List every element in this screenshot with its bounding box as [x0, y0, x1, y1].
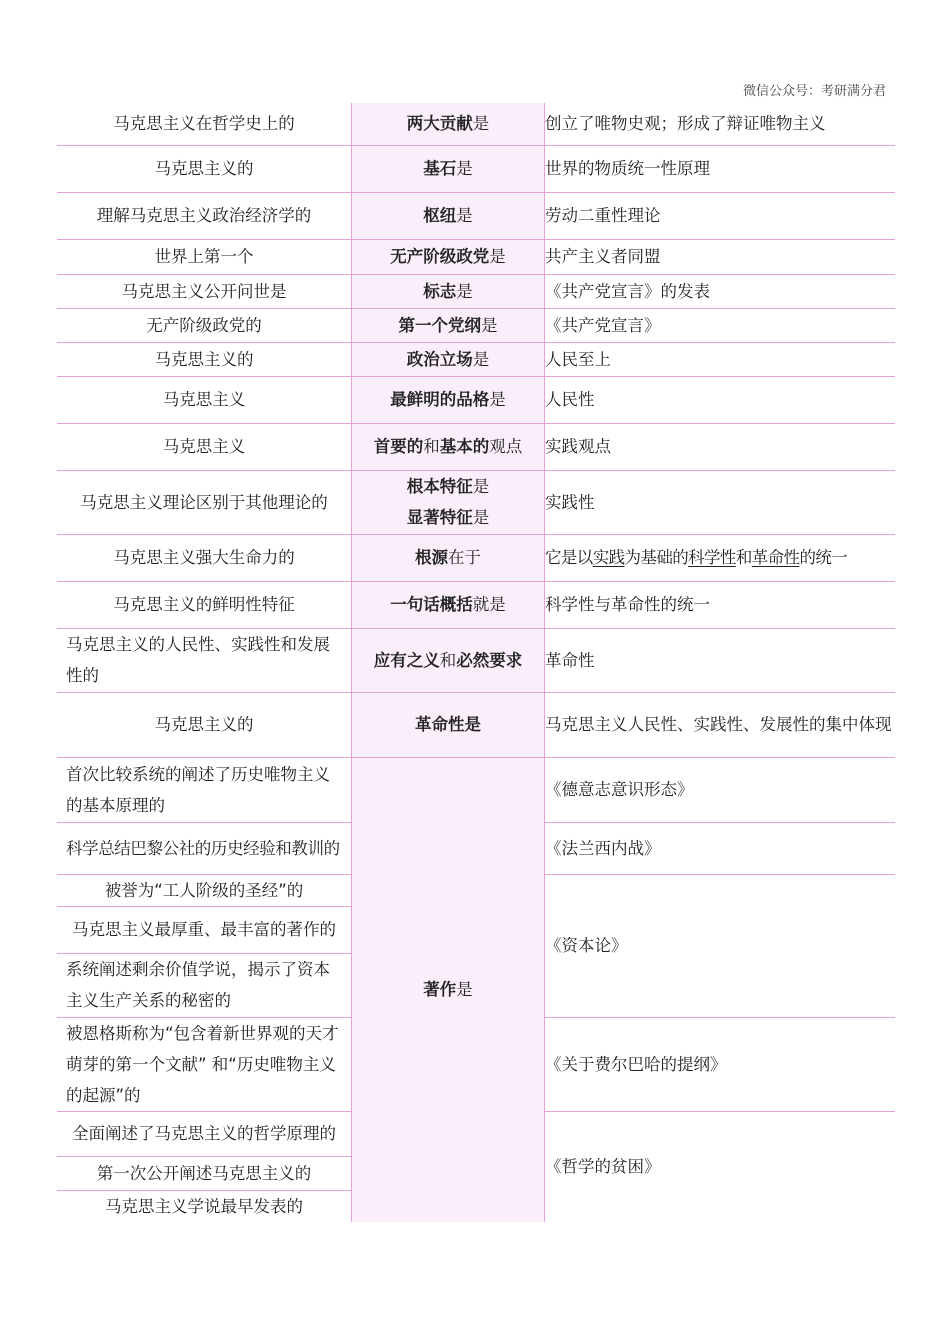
- work-subject: 第一次公开阐述马克思主义的: [57, 1156, 352, 1190]
- row-subject: 马克思主义的人民性、实践性和发展性的: [57, 628, 352, 692]
- row-keyword: [352, 581, 545, 628]
- row-answer: 创立了唯物史观；形成了辩证唯物主义: [545, 103, 896, 145]
- table-row: [57, 239, 895, 274]
- row-subject: 马克思主义: [57, 376, 352, 423]
- row-subject: 马克思主义公开问世是: [57, 274, 352, 308]
- keyword-connector: 和: [423, 437, 440, 456]
- header-wechat-account: 微信公众号：考研满分君: [742, 84, 886, 99]
- row-answer: 马克思主义人民性、实践性、发展性的集中体现: [545, 692, 896, 757]
- keyword-tail: 是: [456, 281, 473, 301]
- work-subject: 系统阐述剩余价值学说，揭示了资本主义生产关系的秘密的: [57, 953, 352, 1017]
- row-answer: 《共产党宣言》的发表: [545, 274, 896, 308]
- keyword-bold: 革命性是: [415, 715, 481, 734]
- work-subject: 首次比较系统的阐述了历史唯物主义的基本原理的: [57, 757, 352, 822]
- table-row: [57, 192, 895, 239]
- row-keyword: [352, 376, 545, 423]
- answer-part: 和: [735, 548, 752, 567]
- answer-underlined-science: 科学性: [688, 548, 736, 567]
- keyword-bold: 最鲜明的品格: [390, 390, 490, 409]
- row-keyword: [352, 423, 545, 470]
- row-keyword: [352, 103, 545, 145]
- keyword-tail: 是: [456, 980, 473, 1000]
- work-title: 《德意志意识形态》: [545, 757, 896, 822]
- table-row: [57, 308, 895, 342]
- row-keyword: [352, 534, 545, 581]
- row-subject: 马克思主义在哲学史上的: [57, 103, 352, 145]
- table-row: [57, 103, 895, 145]
- work-subject: 马克思主义学说最早发表的: [57, 1190, 352, 1222]
- keyword-bold: 首要的: [373, 437, 424, 456]
- keyword-bold: 枢纽: [423, 206, 457, 225]
- keyword-bold: 根本特征: [406, 477, 473, 496]
- keyword-bold-2: 必然要求: [456, 650, 523, 670]
- answer-part: 的统一: [799, 548, 848, 567]
- table-row: [57, 534, 895, 581]
- table-row: [57, 581, 895, 628]
- row-subject: 理解马克思主义政治经济学的: [57, 192, 352, 239]
- keyword-bold: 政治立场: [406, 349, 473, 369]
- keyword-line-2: [352, 502, 544, 533]
- keyword-bold: 应有之义: [373, 650, 440, 670]
- row-subject: 马克思主义的: [57, 692, 352, 757]
- work-title: 《法兰西内战》: [545, 822, 896, 874]
- row-subject: 马克思主义: [57, 423, 352, 470]
- keyword-bold: 两大贡献: [406, 114, 473, 134]
- keyword-tail: 是: [489, 390, 506, 409]
- keyword-bold: 基石: [423, 159, 457, 178]
- row-keyword: [352, 628, 545, 692]
- answer-part: 为基础的: [624, 548, 689, 567]
- row-subject: 世界上第一个: [57, 239, 352, 274]
- row-subject: 马克思主义的鲜明性特征: [57, 581, 352, 628]
- row-answer: 人民性: [545, 376, 896, 423]
- row-keyword: [352, 274, 545, 308]
- row-subject: 马克思主义的: [57, 342, 352, 376]
- keyword-tail-2: 是: [472, 508, 490, 527]
- work-subject: 被恩格斯称为“包含着新世界观的天才萌芽的第一个文献” 和“历史唯物主义的起源”的: [57, 1017, 352, 1111]
- row-answer: [545, 534, 896, 581]
- marxism-summary-table: [57, 103, 895, 1222]
- answer-underlined-revolution: 革命性: [751, 548, 800, 567]
- row-keyword: [352, 342, 545, 376]
- work-subject: 被誉为“工人阶级的圣经”的: [57, 874, 352, 906]
- keyword-tail: 是: [456, 159, 473, 178]
- table-row: [57, 376, 895, 423]
- keyword-tail: 就是: [472, 595, 506, 614]
- keyword-tail: 是: [489, 247, 506, 266]
- answer-part: 它是以: [545, 548, 593, 567]
- row-answer: 实践观点: [545, 423, 896, 470]
- row-subject: 马克思主义强大生命力的: [57, 534, 352, 581]
- table-row: [57, 423, 895, 470]
- keyword-tail: 是: [472, 349, 490, 369]
- keyword-tail: 是: [472, 114, 490, 134]
- row-keyword: [352, 192, 545, 239]
- row-answer: 世界的物质统一性原理: [545, 145, 896, 192]
- work-title: 《资本论》: [545, 874, 896, 1017]
- keyword-tail: 观点: [489, 437, 523, 456]
- row-keyword: [352, 308, 545, 342]
- row-answer: 人民至上: [545, 342, 896, 376]
- row-keyword: [352, 470, 545, 534]
- table-row: [57, 757, 895, 822]
- row-answer: 革命性: [545, 628, 896, 692]
- row-answer: 共产主义者同盟: [545, 239, 896, 274]
- keyword-bold: 著作: [423, 980, 457, 1000]
- keyword-tail: 是: [481, 315, 498, 335]
- work-title: 《哲学的贫困》: [545, 1157, 661, 1177]
- table-row: [57, 342, 895, 376]
- keyword-bold-2: 基本的: [439, 437, 490, 456]
- row-answer: 劳动二重性理论: [545, 192, 896, 239]
- row-keyword: [352, 692, 545, 757]
- keyword-tail: 是: [472, 477, 490, 496]
- work-subject: 马克思主义最厚重、最丰富的著作的: [57, 906, 352, 953]
- keyword-line-1: [352, 471, 544, 502]
- row-answer: 科学性与革命性的统一: [545, 581, 896, 628]
- keyword-bold-2: 显著特征: [406, 508, 473, 527]
- row-subject: 马克思主义理论区别于其他理论的: [57, 470, 352, 534]
- keyword-bold: 第一个党纲: [398, 315, 481, 335]
- row-answer: 《共产党宣言》: [545, 308, 896, 342]
- table-row: [57, 274, 895, 308]
- keyword-tail: 是: [456, 206, 473, 225]
- row-answer: 实践性: [545, 470, 896, 534]
- keyword-bold: 标志: [423, 281, 457, 301]
- work-subject: 科学总结巴黎公社的历史经验和教训的: [57, 822, 352, 874]
- answer-underlined-practice: 实践: [592, 548, 625, 567]
- table-row: [57, 145, 895, 192]
- keyword-bold: 无产阶级政党: [390, 247, 490, 266]
- row-subject: 马克思主义的: [57, 145, 352, 192]
- table-row: [57, 628, 895, 692]
- table-row: [57, 470, 895, 534]
- keyword-bold: 一句话概括: [390, 595, 473, 614]
- row-keyword: [352, 239, 545, 274]
- table-row: [57, 692, 895, 757]
- keyword-tail: 在于: [448, 548, 481, 567]
- work-subject: 全面阐述了马克思主义的哲学原理的: [57, 1111, 352, 1156]
- row-subject: 无产阶级政党的: [57, 308, 352, 342]
- row-keyword: [352, 145, 545, 192]
- works-keyword: [352, 757, 545, 1222]
- keyword-connector: 和: [439, 650, 457, 670]
- keyword-bold: 根源: [415, 548, 448, 567]
- work-title: 《关于费尔巴哈的提纲》: [545, 1017, 896, 1111]
